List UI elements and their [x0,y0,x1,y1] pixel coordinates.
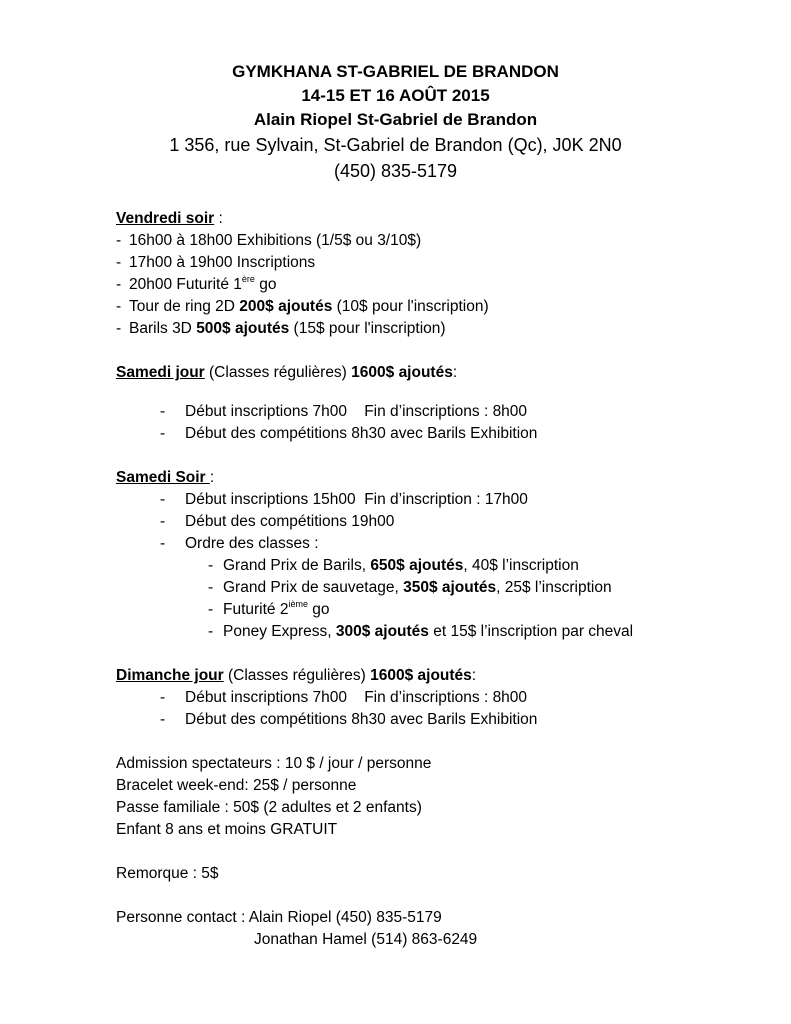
class-item-text: Grand Prix de Barils, [223,557,371,574]
contact-line [116,907,776,929]
sunday-day-heading [116,665,776,687]
spacer [116,445,776,467]
saturday-evening-item [116,511,776,533]
dash: - [208,579,214,596]
spacer [116,384,776,401]
dash: - [116,254,122,271]
friday-item [116,252,776,274]
spacer [116,643,776,665]
heading-middle: (Classes régulières) [204,364,352,381]
prize-amount: 650$ ajoutés [370,557,464,574]
sunday-day-item [116,709,776,731]
admission-line: Admission spectateurs : 10 $ / jour / personne [116,755,432,772]
friday-heading [116,208,776,230]
superscript: ère [241,274,255,284]
event-phone: (450) 835-5179 [333,161,458,181]
heading-suffix: : [471,667,477,684]
heading-middle: (Classes régulières) [223,667,371,684]
dash: - [116,276,122,293]
saturday-day-heading [116,362,776,384]
dash: - [116,320,122,337]
sunday-day-item-text: Début des compétitions 8h30 avec Barils Exhibition [185,711,538,728]
contact-label: Personne contact : [116,909,249,926]
friday-item-text: 20h00 Futurité 1 [129,276,242,293]
friday-item-text: (15$ pour l'inscription) [289,320,446,337]
friday-heading-suffix: : [214,210,223,227]
class-item [116,577,776,599]
friday-item-text: Barils 3D [129,320,197,337]
spacer [116,340,776,362]
dash: - [208,601,214,618]
contact-person-1: Alain Riopel (450) 835-5179 [248,909,442,926]
dash: - [208,557,214,574]
dash: - [160,535,166,552]
saturday-evening-item-text: Début des compétitions 19h00 [185,513,395,530]
admission-line: Bracelet week-end: 25$ / personne [116,777,357,794]
contact-person-2: Jonathan Hamel (514) 863-6249 [254,931,478,948]
saturday-evening-item [116,489,776,511]
saturday-day-item-text: Début des compétitions 8h30 avec Barils Exhibition [185,425,538,442]
class-item-text: Poney Express, [223,623,336,640]
event-dates: 14-15 ET 16 AOÛT 2015 [301,86,490,105]
superscript: ième [288,599,308,609]
spacer [116,841,776,863]
sunday-day-item-text: Début inscriptions 7h00 Fin d’inscriptions : 8h00 [185,689,528,706]
class-item-text: go [308,601,330,618]
dash: - [160,513,166,530]
prize-amount: 1600$ ajoutés [370,667,472,684]
event-host: Alain Riopel St-Gabriel de Brandon [253,110,538,129]
saturday-day-item [116,401,776,423]
event-address: 1 356, rue Sylvain, St-Gabriel de Brandon (Qc), J0K 2N0 [169,135,622,155]
admission-line: Passe familiale : 50$ (2 adultes et 2 enfants) [116,799,422,816]
admission-line: Enfant 8 ans et moins GRATUIT [116,821,338,838]
prize-amount: 200$ ajoutés [239,298,333,315]
friday-item-text: (10$ pour l'inscription) [332,298,489,315]
prize-amount: 350$ ajoutés [403,579,497,596]
saturday-day-item-text: Début inscriptions 7h00 Fin d’inscriptions : 8h00 [185,403,528,420]
spacer [116,885,776,907]
class-item [116,555,776,577]
friday-heading-label: Vendredi soir [116,210,215,227]
dash: - [116,232,122,249]
friday-item-text: 16h00 à 18h00 Exhibitions (1/5$ ou 3/10$) [129,232,422,249]
friday-item [116,230,776,252]
dash: - [116,298,122,315]
trailer-fee: Remorque : 5$ [116,865,219,882]
saturday-evening-item-text: Début inscriptions 15h00 Fin d’inscription : 17h00 [185,491,528,508]
spacer [116,731,776,753]
class-item [116,621,776,643]
friday-item [116,296,776,318]
prize-amount: 500$ ajoutés [196,320,290,337]
friday-item-text: go [254,276,277,293]
heading-suffix: : [209,469,215,486]
friday-item-text: 17h00 à 19h00 Inscriptions [129,254,316,271]
dash: - [160,689,166,706]
header-block [0,60,791,184]
class-item-text: Futurité 2 [223,601,289,618]
schedule-body [116,208,776,951]
heading-suffix: : [452,364,458,381]
class-item [116,599,776,621]
saturday-evening-item-text: Ordre des classes : [185,535,319,552]
prize-amount: 300$ ajoutés [335,623,429,640]
saturday-day-heading-label: Samedi jour [116,364,205,381]
dash: - [160,425,166,442]
dash: - [160,711,166,728]
prize-amount: 1600$ ajoutés [351,364,453,381]
friday-item [116,318,776,340]
class-item-text: , 25$ l’inscription [496,579,612,596]
dash: - [208,623,214,640]
class-item-text: , 40$ l’inscription [463,557,579,574]
dash: - [160,491,166,508]
sunday-day-item [116,687,776,709]
friday-item [116,274,776,296]
saturday-evening-heading-label: Samedi Soir [116,469,210,486]
dash: - [160,403,166,420]
saturday-evening-item [116,533,776,555]
class-item-text: Grand Prix de sauvetage, [223,579,404,596]
sunday-day-heading-label: Dimanche jour [116,667,224,684]
saturday-evening-heading [116,467,776,489]
friday-item-text: Tour de ring 2D [129,298,240,315]
saturday-day-item [116,423,776,445]
class-item-text: et 15$ l’inscription par cheval [428,623,634,640]
event-title: GYMKHANA ST-GABRIEL DE BRANDON [232,62,559,81]
contact-line [116,929,776,951]
